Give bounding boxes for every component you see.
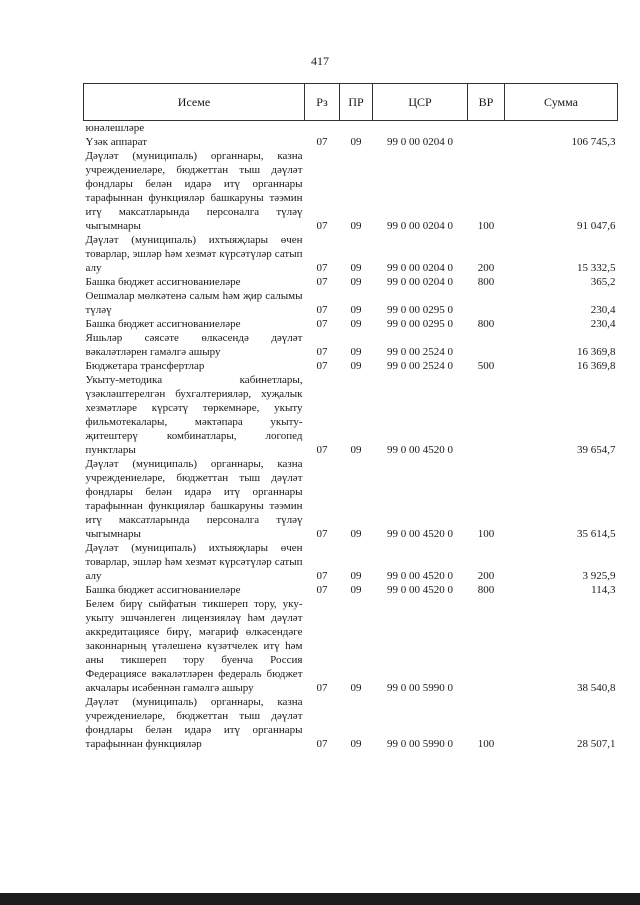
- cell-vr: [468, 289, 505, 317]
- cell-name: Башка бюджет ассигнованиеләре: [85, 276, 241, 288]
- cell-name: Башка бюджет ассигнованиеләре: [85, 318, 241, 330]
- cell-vr: [468, 597, 505, 695]
- cell-sum: 16 369,8: [577, 360, 616, 372]
- cell-csr: 99 0 00 0204 0: [387, 262, 453, 274]
- page-number: 417: [311, 54, 329, 68]
- cell-rz: 07: [316, 262, 328, 274]
- cell-name: Дәүләт (муниципаль) ихтыяҗлары өчен товарлар, эшләр һәм хезмәт күрсәтүләр сатып алу: [85, 542, 303, 582]
- table-row: [84, 597, 618, 695]
- cell-name: Белем бирү сыйфатын тикшереп тору, уку-укыту эшчәнлеген лицензияләү һәм дәүләт аккредитациясе бирү, мәгариф өлкәсендәге законнарның үтәлешенә күзәтчелек итү һәм аны тикшереп тору буенча Россия Федерациясе вәкаләтләрен федераль бюджет акчалары исәбеннән гамәлгә ашыру: [85, 598, 303, 694]
- table-row: [84, 121, 618, 136]
- cell-sum: [505, 121, 618, 136]
- cell-rz: 07: [316, 276, 328, 288]
- cell-sum: 114,3: [591, 584, 616, 596]
- cell-vr: [468, 121, 505, 136]
- cell-name: Оешмалар мөлкәтенә салым һәм җир салымы түләү: [85, 290, 303, 316]
- table-row: [84, 289, 618, 317]
- cell-name: Яшьләр сәясәте өлкәсендә дәүләт вәкаләтләрен гамәлгә ашыру: [85, 332, 303, 358]
- cell-rz: 07: [316, 220, 328, 232]
- cell-csr: 99 0 00 0295 0: [387, 318, 453, 330]
- cell-sum: 230,4: [590, 318, 616, 330]
- cell-pr: [340, 121, 373, 136]
- cell-pr: 09: [350, 738, 362, 750]
- header-vr: ВР: [468, 84, 505, 121]
- cell-csr: 99 0 00 5990 0: [387, 682, 453, 694]
- cell-name: Дәүләт (муниципаль) органнары, казна учреждениеләре, бюджеттан тыш дәүләт фондлары белән идарә итү органнары тарафыннан функцияләр башкаруны тәэмин итү максатларында персоналга түләү чыгымнары: [85, 458, 303, 540]
- cell-rz: 07: [316, 528, 328, 540]
- cell-pr: 09: [350, 262, 362, 274]
- cell-vr: [468, 373, 505, 457]
- table-row: [84, 317, 618, 331]
- cell-csr: 99 0 00 0204 0: [387, 276, 453, 288]
- cell-sum: 16 369,8: [577, 346, 616, 358]
- cell-rz: 07: [316, 318, 328, 330]
- cell-vr: 800: [477, 276, 495, 288]
- cell-sum: 35 614,5: [577, 528, 616, 540]
- cell-csr: 99 0 00 4520 0: [387, 444, 453, 456]
- cell-name: Укыту-методика кабинетлары, үзәкләштерелгән бухгалтерияләр, хуҗалык хезмәтләре күрсәтү төркемнәре, укыту фильмотекалары, мәктәпара укыту-җитештерү комбинатлары, логопед пунктлары: [85, 374, 303, 456]
- cell-pr: 09: [350, 570, 362, 582]
- header-pr: ПР: [340, 84, 373, 121]
- header-rz: Рз: [305, 84, 340, 121]
- cell-csr: 99 0 00 4520 0: [387, 584, 453, 596]
- cell-vr: 200: [477, 262, 495, 274]
- cell-rz: 07: [316, 444, 328, 456]
- cell-csr: 99 0 00 0295 0: [387, 304, 453, 316]
- cell-csr: 99 0 00 0204 0: [387, 136, 453, 148]
- cell-pr: 09: [350, 528, 362, 540]
- cell-name: Башка бюджет ассигнованиеләре: [85, 584, 241, 596]
- cell-rz: 07: [316, 136, 328, 148]
- cell-sum: 91 047,6: [577, 220, 616, 232]
- cell-pr: 09: [350, 346, 362, 358]
- cell-csr: 99 0 00 2524 0: [387, 360, 453, 372]
- cell-vr: 800: [477, 584, 495, 596]
- cell-name: Дәүләт (муниципаль) органнары, казна учреждениеләре, бюджеттан тыш дәүләт фондлары белән идарә итү органнары тарафыннан функцияләр башкаруны тәэмин итү максатларында персоналга түләү чыгымнары: [85, 150, 303, 232]
- cell-pr: 09: [350, 444, 362, 456]
- cell-vr: 500: [477, 360, 495, 372]
- cell-rz: 07: [316, 570, 328, 582]
- cell-sum: 230,4: [590, 304, 616, 316]
- cell-csr: 99 0 00 4520 0: [387, 570, 453, 582]
- cell-vr: 100: [477, 220, 495, 232]
- cell-rz: 07: [316, 738, 328, 750]
- cell-vr: 100: [477, 528, 495, 540]
- cell-rz: 07: [316, 304, 328, 316]
- cell-name: юнәлешләре: [85, 122, 145, 134]
- cell-csr: 99 0 00 4520 0: [387, 528, 453, 540]
- cell-pr: 09: [350, 318, 362, 330]
- cell-pr: 09: [350, 584, 362, 596]
- cell-sum: 3 925,9: [582, 570, 616, 582]
- cell-rz: [305, 121, 340, 136]
- scan-edge-bar: [0, 893, 640, 905]
- table-row: [84, 275, 618, 289]
- cell-vr: 100: [477, 738, 495, 750]
- table-row: [84, 149, 618, 233]
- cell-pr: 09: [350, 304, 362, 316]
- header-sum: Сумма: [505, 84, 618, 121]
- cell-csr: 99 0 00 0204 0: [387, 220, 453, 232]
- table-row: [84, 373, 618, 457]
- cell-pr: 09: [350, 220, 362, 232]
- cell-name: Бюджетара трансфертлар: [85, 360, 205, 372]
- cell-name: Дәүләт (муниципаль) ихтыяҗлары өчен товарлар, эшләр һәм хезмәт күрсәтүләр сатып алу: [85, 234, 303, 274]
- cell-pr: 09: [350, 682, 362, 694]
- cell-sum: 39 654,7: [577, 444, 616, 456]
- cell-csr: 99 0 00 2524 0: [387, 346, 453, 358]
- cell-rz: 07: [316, 360, 328, 372]
- cell-sum: 106 745,3: [571, 136, 616, 148]
- cell-pr: 09: [350, 136, 362, 148]
- table-row: [84, 233, 618, 275]
- cell-rz: 07: [316, 346, 328, 358]
- table-row: [84, 583, 618, 597]
- cell-sum: 15 332,5: [577, 262, 616, 274]
- budget-table: [83, 83, 618, 751]
- table-row: [84, 359, 618, 373]
- cell-name: Үзәк аппарат: [85, 136, 148, 148]
- cell-sum: 38 540,8: [577, 682, 616, 694]
- table-row: [84, 331, 618, 359]
- cell-rz: 07: [316, 682, 328, 694]
- table-header-row: [84, 84, 618, 121]
- cell-rz: 07: [316, 584, 328, 596]
- cell-vr: 200: [477, 570, 495, 582]
- header-name: Исеме: [84, 84, 305, 121]
- table-row: [84, 457, 618, 541]
- cell-csr: 99 0 00 5990 0: [387, 738, 453, 750]
- cell-pr: 09: [350, 276, 362, 288]
- cell-csr: [373, 121, 468, 136]
- header-csr: ЦСР: [373, 84, 468, 121]
- cell-sum: 365,2: [590, 276, 616, 288]
- table-row: [84, 695, 618, 751]
- cell-sum: 28 507,1: [577, 738, 616, 750]
- cell-name: Дәүләт (муниципаль) органнары, казна учреждениеләре, бюджеттан тыш дәүләт фондлары белән идарә итү органнары тарафыннан функцияләр: [85, 696, 303, 750]
- cell-vr: [468, 331, 505, 359]
- cell-pr: 09: [350, 360, 362, 372]
- cell-vr: 800: [477, 318, 495, 330]
- cell-vr: [468, 135, 505, 149]
- table-row: [84, 135, 618, 149]
- table-row: [84, 541, 618, 583]
